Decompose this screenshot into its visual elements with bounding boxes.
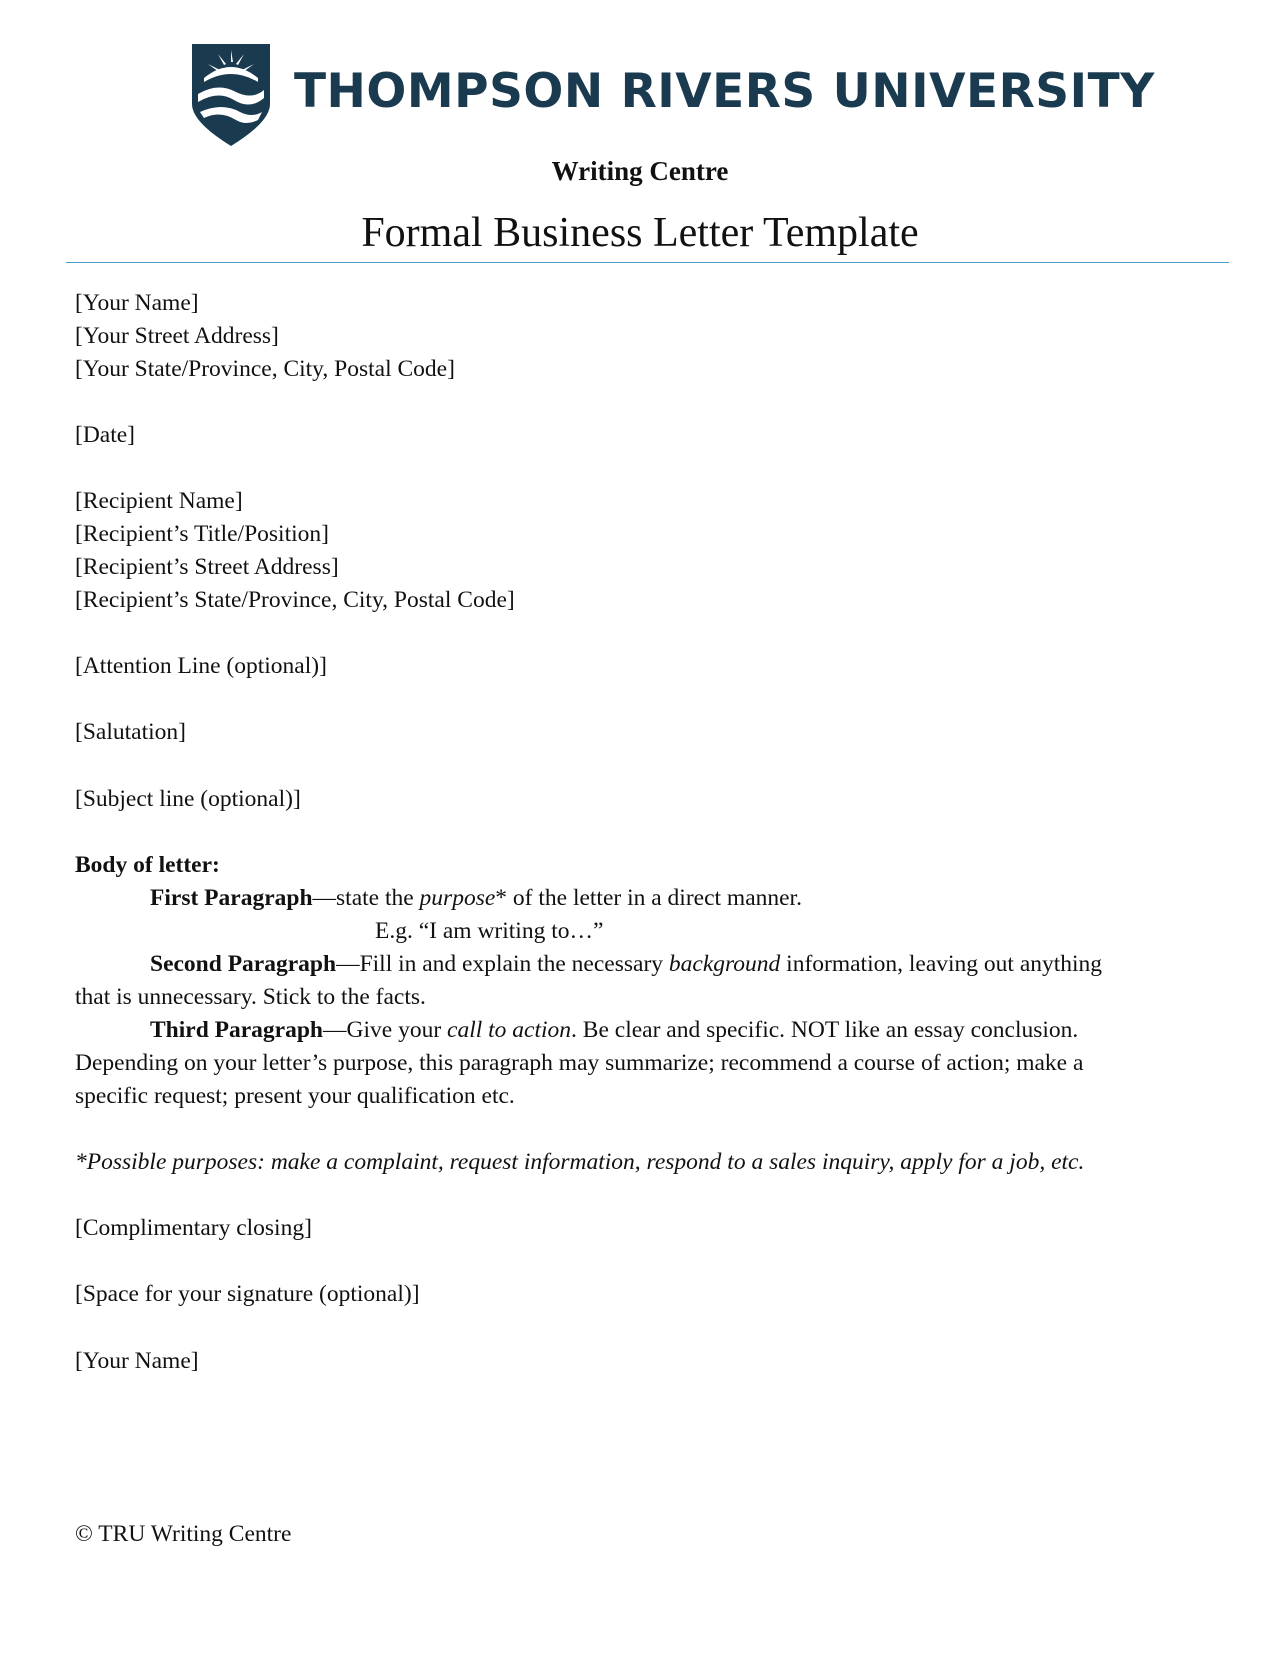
logo-wordmark: THOMPSON RIVERS UNIVERSITY xyxy=(294,64,1155,119)
sender-street: [Your Street Address] xyxy=(75,323,279,349)
writing-centre-heading: Writing Centre xyxy=(551,156,729,186)
third-paragraph-label: Third Paragraph xyxy=(150,1017,324,1043)
first-paragraph-example: E.g. “I am writing to…” xyxy=(375,918,604,944)
subject-line: [Subject line (optional)] xyxy=(75,786,301,812)
sender-region: [Your State/Province, City, Postal Code] xyxy=(75,356,455,382)
recipient-title: [Recipient’s Title/Position] xyxy=(75,521,329,547)
second-paragraph-line: Second Paragraph—Fill in and explain the necessary background information, leaving out anything xyxy=(150,951,1103,977)
third-paragraph-line-2: Depending on your letter’s purpose, this paragraph may summarize; recommend a course of action; make a xyxy=(75,1050,1084,1076)
document-title: Formal Business Letter Template xyxy=(361,210,919,256)
attention-line: [Attention Line (optional)] xyxy=(75,653,327,679)
sender-name: [Your Name] xyxy=(75,290,199,316)
copyright-footer: © TRU Writing Centre xyxy=(75,1521,292,1547)
second-paragraph-label: Second Paragraph xyxy=(150,951,337,977)
recipient-street: [Recipient’s Street Address] xyxy=(75,554,339,580)
signature-space: [Space for your signature (optional)] xyxy=(75,1281,420,1307)
tru-logo xyxy=(188,42,1155,150)
salutation: [Salutation] xyxy=(75,719,186,745)
third-paragraph-line-3: specific request; present your qualification etc. xyxy=(75,1083,515,1109)
second-paragraph-line-2: that is unnecessary. Stick to the facts. xyxy=(75,984,426,1010)
recipient-region: [Recipient’s State/Province, City, Postal Code] xyxy=(75,587,515,613)
complimentary-closing: [Complimentary closing] xyxy=(75,1215,312,1241)
purposes-footnote: *Possible purposes: make a complaint, request information, respond to a sales inquiry, apply for a job, etc. xyxy=(75,1149,1085,1175)
recipient-name: [Recipient Name] xyxy=(75,488,243,514)
body-heading: Body of letter: xyxy=(75,852,220,878)
tru-shield-icon xyxy=(188,42,274,148)
letter-date: [Date] xyxy=(75,422,136,448)
third-paragraph-line: Third Paragraph—Give your call to action. Be clear and specific. NOT like an essay conclusion. xyxy=(150,1017,1079,1043)
title-divider xyxy=(66,262,1229,263)
first-paragraph-label: First Paragraph xyxy=(150,885,313,911)
closing-name: [Your Name] xyxy=(75,1348,199,1374)
first-paragraph-line: First Paragraph—state the purpose* of the letter in a direct manner. xyxy=(150,885,802,911)
